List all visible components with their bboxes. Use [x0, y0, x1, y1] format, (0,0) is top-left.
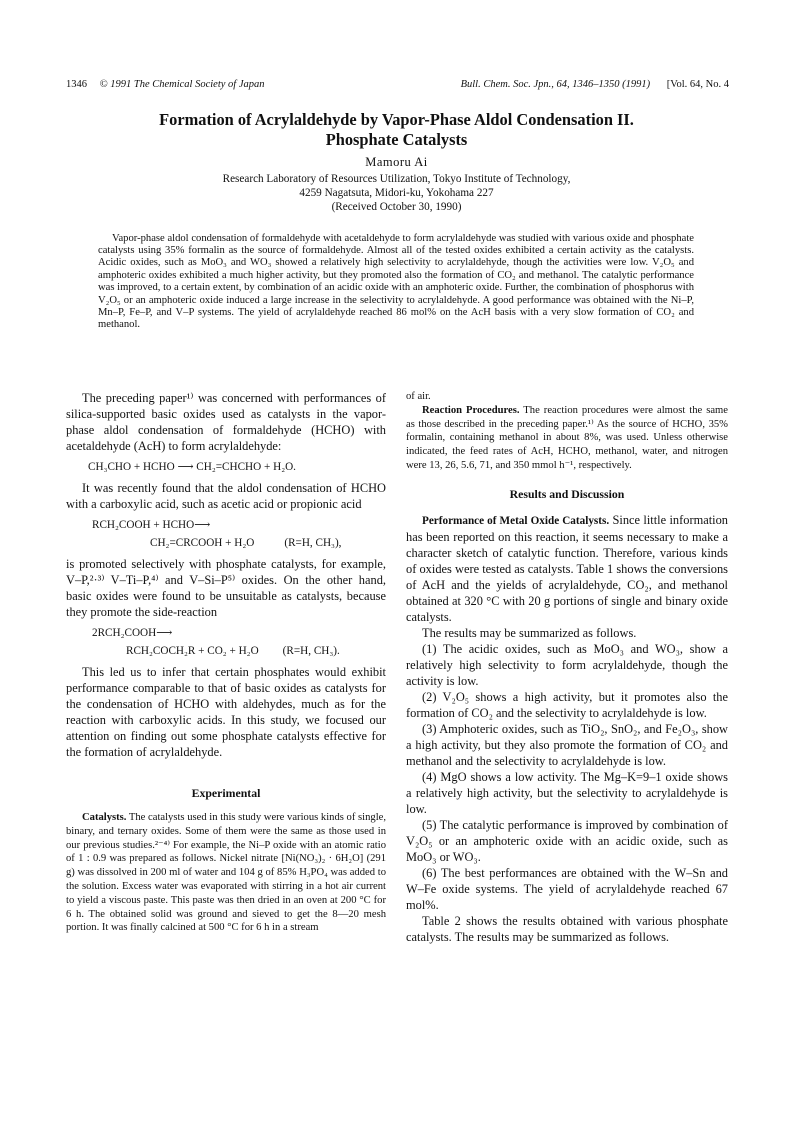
experimental-heading: Experimental	[191, 786, 261, 800]
intro-paragraph-2: It was recently found that the aldol condensation of HCHO with a carboxylic acid, such as acetic acid or propionic acid	[66, 481, 386, 511]
volume-issue: [Vol. 64, No. 4	[666, 79, 729, 90]
title-line-2: Phosphate Catalysts	[325, 130, 468, 149]
performance-label: Performance of Metal Oxide Catalysts.	[422, 514, 610, 527]
equation-1: CH₃CHO + HCHO ⟶ CH₂=CHCHO + H₂O.	[88, 461, 296, 473]
running-head	[66, 79, 729, 90]
result-item-2: (2) V₂O₅ shows a high activity, but it promotes also the formation of CO₂ and the selectivity to acrylaldehyde is low.	[406, 689, 728, 720]
results-heading: Results and Discussion	[509, 486, 625, 501]
received-date: (Received October 30, 1990)	[331, 200, 462, 213]
result-item-1: (1) The acidic oxides, such as MoO₃ and WO₃, show a relatively high selectivity to form acrylaldehyde, though the activity is low.	[406, 641, 728, 688]
title-line-1: Formation of Acrylaldehyde by Vapor-Phase Aldol Condensation II.	[159, 110, 634, 129]
equation-2-condition: (R=H, CH₃),	[284, 537, 342, 549]
result-item-3: (3) Amphoteric oxides, such as TiO₂, SnO₂, and Fe₂O₃, show a high activity, but they also promote the formation of CO₂ and methanol and the selectivity to acrylaldehyde is low.	[406, 721, 728, 768]
summary-intro: The results may be summarized as follows.	[422, 625, 637, 640]
continued-text: of air.	[406, 391, 431, 402]
procedures-label: Reaction Procedures.	[422, 404, 520, 416]
author-name: Mamoru Ai	[365, 155, 428, 169]
copyright-line: © 1991 The Chemical Society of Japan	[99, 79, 265, 90]
abstract: Vapor-phase aldol condensation of formaldehyde with acetaldehyde to form acrylaldehyde was studied with various oxide and phosphate catalysts using 35% formalin as the source of formaldehyde. Almost all of the tested oxides exhibited a certain activity as the catalysts. Acidic oxides, such as MoO₃ and WO₃ showed a relatively high selectivity to acrylaldehyde, though the activities were low. V₂O₅ and amphoteric oxides exhibited a much higher activity, but they promoted also the formation of CO₂ and methanol. The catalytic performance was improved, to a certain extent, by combination of an acidic oxide with an amphoteric oxide. Further, the combination of phosphorus with V₂O₅ or an amphoteric oxide induced a large increase in the selectivity to acrylaldehyde. A good performance was obtained with the Ni–P, Mn–P, Fe–P, and V–P systems. The yield of acrylaldehyde reached 86 mol% on the AcH basis with a very slow formation of CO₂ and methanol.	[98, 232, 694, 331]
affiliation	[60, 173, 733, 214]
intro-paragraph-1: The preceding paper¹⁾ was concerned with performances of silica-supported basic oxides used as catalysts in the vapor-phase aldol condensation of formaldehyde (HCHO) with acetaldehyde (AcH) to form acrylaldehyde:	[66, 391, 386, 453]
article-title	[60, 110, 733, 150]
equation-3-product: RCH₂COCH₂R + CO₂ + H₂O	[126, 645, 259, 657]
catalysts-paragraph	[66, 811, 386, 935]
intro-paragraph-4: This led us to infer that certain phosphates would exhibit performance comparable to that of basic oxides as catalysts for the condensation of HCHO with aldehydes, much as for the reaction with carboxylic acids. In this study, we focused our attention on finding out some phosphate catalysts effective for the formation of acrylaldehyde.	[66, 665, 386, 759]
result-item-6: (6) The best performances are obtained with the W–Sn and W–Fe oxide systems. The yield of acrylaldehyde reached 67 mol%.	[406, 865, 728, 912]
performance-text: Since little information has been reported on this reaction, it seems necessary to make a character sketch of catalytic function. Therefore, various kinds of oxides were tested as catalysts. Table 1 shows the conversions of AcH and the yields of acrylaldehyde, CO₂, and methanol obtained at 320 °C with 20 g portions of single and binary oxide catalysts.	[406, 512, 728, 624]
catalysts-text: The catalysts used in this study were various kinds of single, binary, and ternary oxides. Some of them were the same as those used in our previous studies.²⁻⁴⁾ For example, the Ni–P oxide with an atomic ratio of 1 : 0.9 was prepared as follows. Nickel nitrate [Ni(NO₃)₂ · 6H₂O] (291 g) was dissolved in 200 ml of water and 104 g of 85% H₃PO₄ was added to the solution. Excess water was evaporated with stirring in a hot air current to yield a viscous paste. This paste was then dried in an oven at 200 °C for 6 h. The obtained solid was ground and sieved to get the 8—20 mesh portion. It was finally calcined at 500 °C for 6 h in a stream	[66, 812, 386, 934]
equation-3-line-2	[126, 644, 386, 658]
equation-3-condition: (R=H, CH₃).	[282, 645, 340, 657]
affiliation-line-1: Research Laboratory of Resources Utilization, Tokyo Institute of Technology,	[222, 173, 571, 185]
left-column	[66, 390, 386, 935]
intro-paragraph-3: is promoted selectively with phosphate catalysts, for example, V–P,²·³⁾ V–Ti–P,⁴⁾ and V–Si–P⁵⁾ oxides. On the other hand, basic oxides were found to be unsuitable as catalysts, because they promote the side-reaction	[66, 557, 386, 619]
journal-citation: Bull. Chem. Soc. Jpn., 64, 1346–1350 (1991)	[460, 79, 651, 90]
right-column	[406, 390, 728, 945]
table2-paragraph: Table 2 shows the results obtained with various phosphate catalysts. The results may be summarized as follows.	[406, 913, 728, 944]
equation-2-line-1: RCH₂COOH + HCHO⟶	[92, 519, 211, 531]
page-number: 1346	[66, 79, 87, 90]
equation-3-line-1: 2RCH₂COOH⟶	[92, 627, 173, 639]
procedures-text: The reaction procedures were almost the same as those described in the preceding paper.¹⁾ As the source of HCHO, 35% formalin, containing methanol in about 8%, was used. Unless otherwise indicated, the feed rates of AcH, HCHO, methanol, water, and nitrogen were 13, 26, 5.6, 71, and 350 mmol h⁻¹, respectively.	[406, 404, 728, 471]
result-item-4: (4) MgO shows a low activity. The Mg–K=9–1 oxide shows a relatively high activity, but the selectivity to acrylaldehyde is low.	[406, 769, 728, 816]
affiliation-line-2: 4259 Nagatsuta, Midori-ku, Yokohama 227	[299, 186, 494, 199]
catalysts-label: Catalysts.	[82, 812, 127, 823]
equation-2-product: CH₂=CRCOOH + H₂O	[150, 537, 255, 549]
performance-paragraph	[406, 512, 728, 625]
procedures-paragraph	[406, 404, 728, 473]
result-item-5: (5) The catalytic performance is improved by combination of V₂O₅ or an amphoteric oxide with an acidic oxide, such as MoO₃ or WO₃.	[406, 817, 728, 864]
equation-2-line-2	[150, 536, 386, 550]
